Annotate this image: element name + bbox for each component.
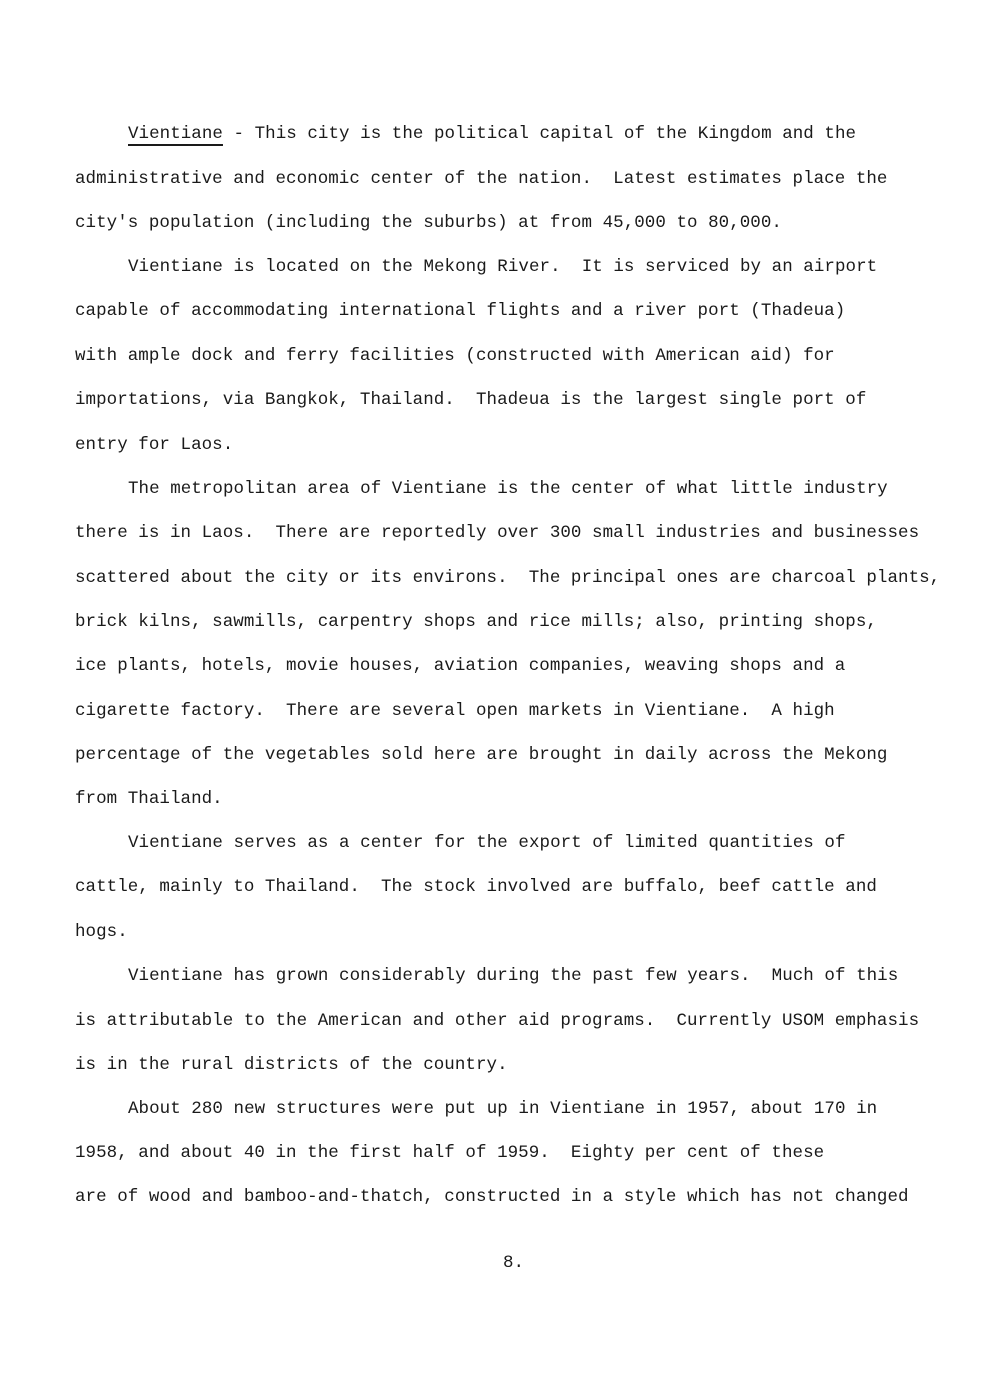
text-line: capable of accommodating international flights and a river port (Thadeua): [75, 301, 846, 321]
text-line: with ample dock and ferry facilities (constructed with American aid) for: [75, 346, 835, 366]
text-line: are of wood and bamboo-and-thatch, constructed in a style which has not changed: [75, 1187, 909, 1207]
text-line: Vientiane - This city is the political capital of the Kingdom and the: [128, 124, 857, 144]
text-line: is in the rural districts of the country.: [75, 1055, 508, 1075]
text-line: city's population (including the suburbs) at from 45,000 to 80,000.: [75, 213, 782, 233]
text-line: scattered about the city or its environs. The principal ones are charcoal plants,: [75, 568, 941, 588]
page-number: 8.: [503, 1253, 525, 1273]
text-line: Vientiane serves as a center for the export of limited quantities of: [128, 833, 846, 853]
text-line: importations, via Bangkok, Thailand. Thadeua is the largest single port of: [75, 390, 867, 410]
text-line: hogs.: [75, 922, 128, 942]
text-line: ice plants, hotels, movie houses, aviation companies, weaving shops and a: [75, 656, 846, 676]
text-line: About 280 new structures were put up in Vientiane in 1957, about 170 in: [128, 1099, 878, 1119]
text-line: from Thailand.: [75, 789, 223, 809]
text-line: percentage of the vegetables sold here are brought in daily across the Mekong: [75, 745, 888, 765]
text-line: cattle, mainly to Thailand. The stock involved are buffalo, beef cattle and: [75, 877, 877, 897]
text-line: is attributable to the American and other aid programs. Currently USOM emphasis: [75, 1011, 920, 1031]
text-line: Vientiane is located on the Mekong River. It is serviced by an airport: [128, 257, 878, 277]
text-line: brick kilns, sawmills, carpentry shops and rice mills; also, printing shops,: [75, 612, 877, 632]
text-line: administrative and economic center of the nation. Latest estimates place the: [75, 169, 888, 189]
text-line: 1958, and about 40 in the first half of 1959. Eighty per cent of these: [75, 1143, 825, 1163]
text-line: Vientiane has grown considerably during the past few years. Much of this: [128, 966, 899, 986]
text-line: cigarette factory. There are several open markets in Vientiane. A high: [75, 701, 835, 721]
text-line: there is in Laos. There are reportedly over 300 small industries and businesses: [75, 523, 920, 543]
text-line: entry for Laos.: [75, 435, 234, 455]
text-line: The metropolitan area of Vientiane is the center of what little industry: [128, 479, 888, 499]
section-heading: Vientiane: [128, 124, 223, 144]
